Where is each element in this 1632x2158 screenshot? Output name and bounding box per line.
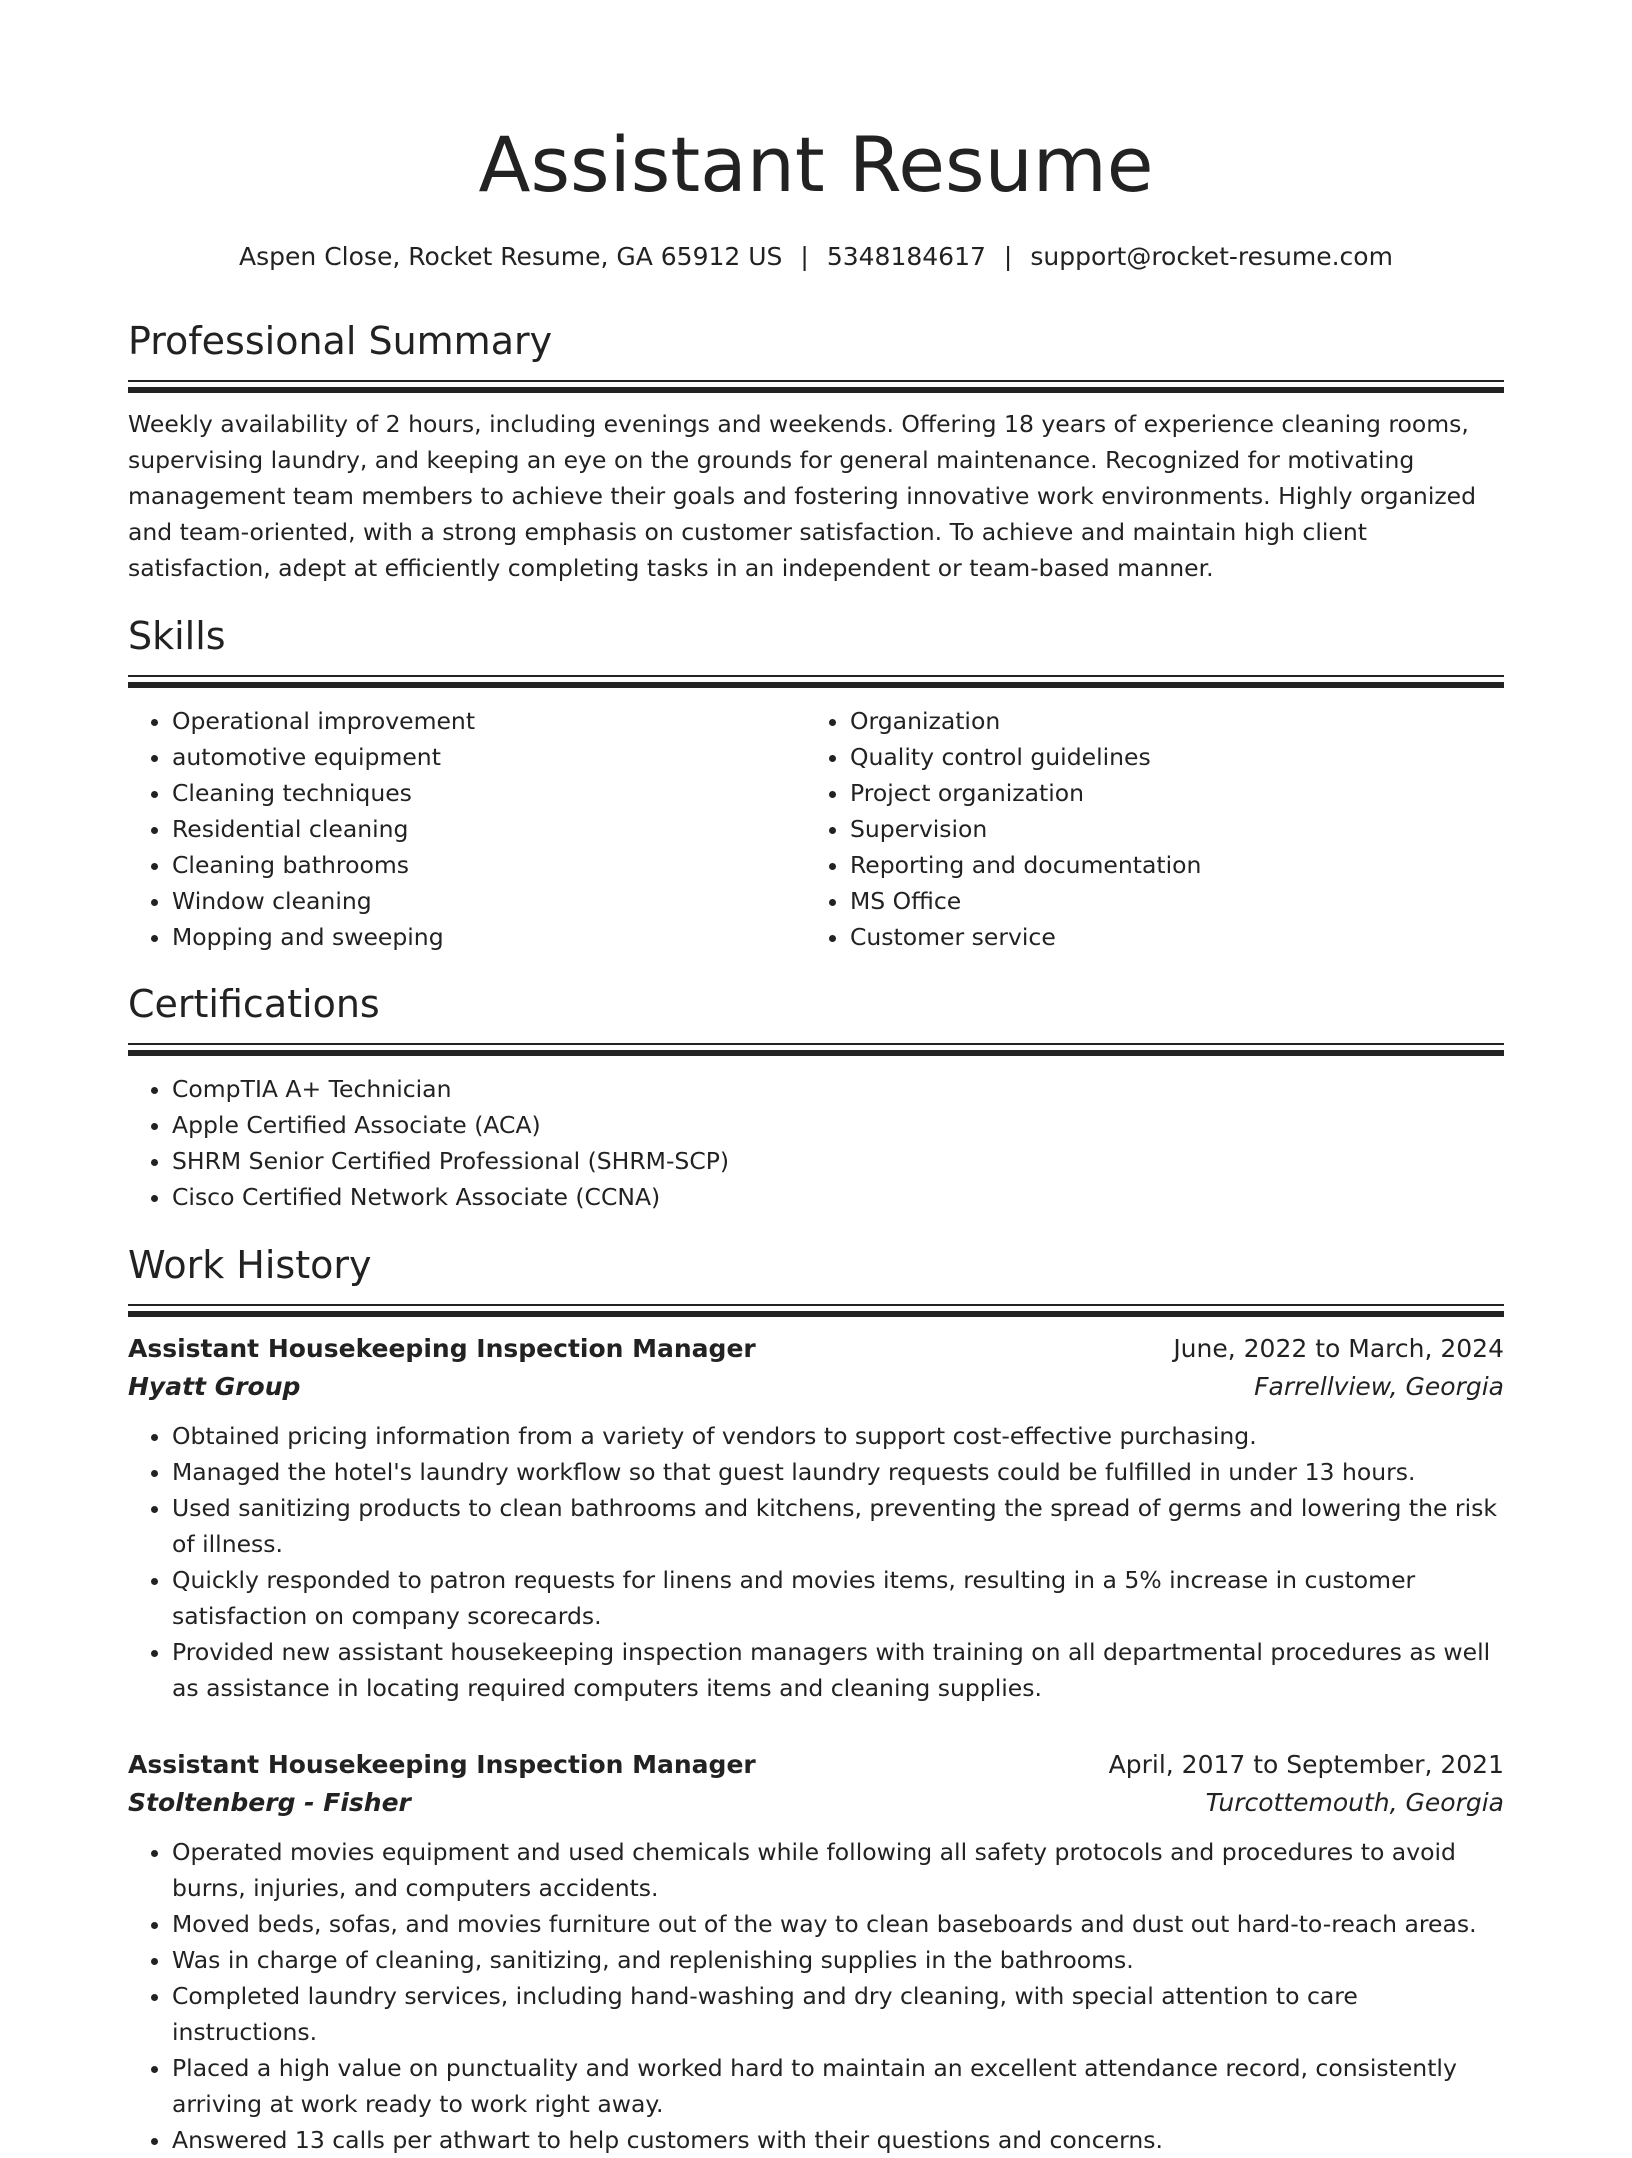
- skill-item: • Mopping and sweeping: [172, 919, 806, 955]
- skill-item: • automotive equipment: [172, 739, 806, 775]
- summary-heading: Professional Summary: [128, 319, 553, 363]
- contact-address: Aspen Close, Rocket Resume, GA 65912 US: [239, 242, 783, 271]
- resume-title: Assistant Resume: [478, 120, 1154, 209]
- job-location: Turcottemouth, Georgia: [1205, 1788, 1504, 1817]
- job-title: Assistant Housekeeping Inspection Manager: [128, 1334, 756, 1363]
- contact-separator: |: [1003, 242, 1013, 271]
- job-bullet: • Managed the hotel's laundry workflow so that guest laundry requests could be fulfilled in under 13 hours.: [172, 1454, 1504, 1490]
- skill-item: • Operational improvement: [172, 703, 806, 739]
- skill-item: • MS Office: [850, 883, 1484, 919]
- job-entry: [128, 1330, 1504, 1706]
- skill-item: • Residential cleaning: [172, 811, 806, 847]
- job-header-row: [128, 1330, 1504, 1368]
- section-rule-thin: [128, 1043, 1504, 1045]
- job-bullet: • Completed laundry services, including hand-washing and dry cleaning, with special attention to care instructions.: [172, 1978, 1504, 2050]
- job-company-row: [128, 1368, 1504, 1406]
- summary-text: Weekly availability of 2 hours, including evenings and weekends. Offering 18 years of experience cleaning rooms, supervising laundry, and keeping an eye on the grounds for general maintenance. Recognized for motivating management team members to achieve their goals and fostering innovative work environments. Highly organized and team-oriented, with a strong emphasis on customer satisfaction. To achieve and maintain high client satisfaction, adept at efficiently completing tasks in an independent or team-based manner.: [128, 410, 1477, 582]
- job-bullet: • Obtained pricing information from a variety of vendors to support cost-effective purchasing.: [172, 1418, 1504, 1454]
- skill-item: • Reporting and documentation: [850, 847, 1484, 883]
- section-rule-thin: [128, 675, 1504, 677]
- section-rule-thin: [128, 1304, 1504, 1306]
- job-title: Assistant Housekeeping Inspection Manager: [128, 1750, 756, 1779]
- certifications-heading: Certifications: [128, 982, 380, 1026]
- section-rule-thick: [128, 1050, 1504, 1056]
- contact-email: support@rocket-resume.com: [1030, 242, 1393, 271]
- skill-item: • Quality control guidelines: [850, 739, 1484, 775]
- certifications-list: [128, 1071, 1504, 1215]
- contact-phone: 5348184617: [826, 242, 986, 271]
- job-bullet: • Answered 13 calls per athwart to help customers with their questions and concerns.: [172, 2122, 1504, 2158]
- skill-item: • Cleaning bathrooms: [172, 847, 806, 883]
- job-company: Stoltenberg - Fisher: [128, 1788, 411, 1817]
- skills-list: [128, 703, 1504, 955]
- section-rule-thick: [128, 387, 1504, 393]
- skills-column-left: [128, 703, 806, 955]
- job-dates: June, 2022 to March, 2024: [1173, 1334, 1504, 1363]
- skill-item: • Project organization: [850, 775, 1484, 811]
- job-bullets: [128, 1418, 1504, 1706]
- certifications-section-header: [128, 979, 1504, 1056]
- skill-item: • Supervision: [850, 811, 1484, 847]
- job-header-row: [128, 1746, 1504, 1784]
- certification-item: • SHRM Senior Certified Professional (SHRM-SCP): [172, 1143, 1504, 1179]
- summary-section-header: [128, 316, 1504, 393]
- certification-item: • CompTIA A+ Technician: [172, 1071, 1504, 1107]
- job-entry: [128, 1746, 1504, 2158]
- job-bullet: • Used sanitizing products to clean bathrooms and kitchens, preventing the spread of germs and lowering the risk of illness.: [172, 1490, 1504, 1562]
- job-bullet: • Operated movies equipment and used chemicals while following all safety protocols and procedures to avoid burns, injuries, and computers accidents.: [172, 1834, 1504, 1906]
- skills-section-header: [128, 611, 1504, 688]
- skills-heading: Skills: [128, 614, 226, 658]
- skills-column-right: [806, 703, 1484, 955]
- job-bullet: • Placed a high value on punctuality and worked hard to maintain an excellent attendance record, consistently arriving at work ready to work right away.: [172, 2050, 1504, 2122]
- certification-item: • Apple Certified Associate (ACA): [172, 1107, 1504, 1143]
- job-location: Farrellview, Georgia: [1254, 1372, 1504, 1401]
- job-bullet: • Provided new assistant housekeeping inspection managers with training on all departmental procedures as well as assistance in locating required computers items and cleaning supplies.: [172, 1634, 1504, 1706]
- section-rule-thick: [128, 1311, 1504, 1317]
- contact-separator: |: [800, 242, 809, 271]
- skill-item: • Customer service: [850, 919, 1484, 955]
- skill-item: • Organization: [850, 703, 1484, 739]
- job-company-row: [128, 1784, 1504, 1822]
- section-rule-thick: [128, 682, 1504, 688]
- skill-item: • Cleaning techniques: [172, 775, 806, 811]
- skill-item: • Window cleaning: [172, 883, 806, 919]
- job-bullet: • Moved beds, sofas, and movies furniture out of the way to clean baseboards and dust out hard-to-reach areas.: [172, 1906, 1504, 1942]
- job-company: Hyatt Group: [128, 1372, 301, 1401]
- section-rule-thin: [128, 380, 1504, 382]
- job-bullets: [128, 1834, 1504, 2158]
- job-bullet: • Quickly responded to patron requests for linens and movies items, resulting in a 5% increase in customer satisfaction on company scorecards.: [172, 1562, 1504, 1634]
- job-bullet: • Was in charge of cleaning, sanitizing, and replenishing supplies in the bathrooms.: [172, 1942, 1504, 1978]
- job-dates: April, 2017 to September, 2021: [1108, 1750, 1504, 1779]
- work-heading: Work History: [128, 1243, 372, 1287]
- certification-item: • Cisco Certified Network Associate (CCNA): [172, 1179, 1504, 1215]
- contact-line: [128, 240, 1504, 274]
- work-section-header: [128, 1240, 1504, 1317]
